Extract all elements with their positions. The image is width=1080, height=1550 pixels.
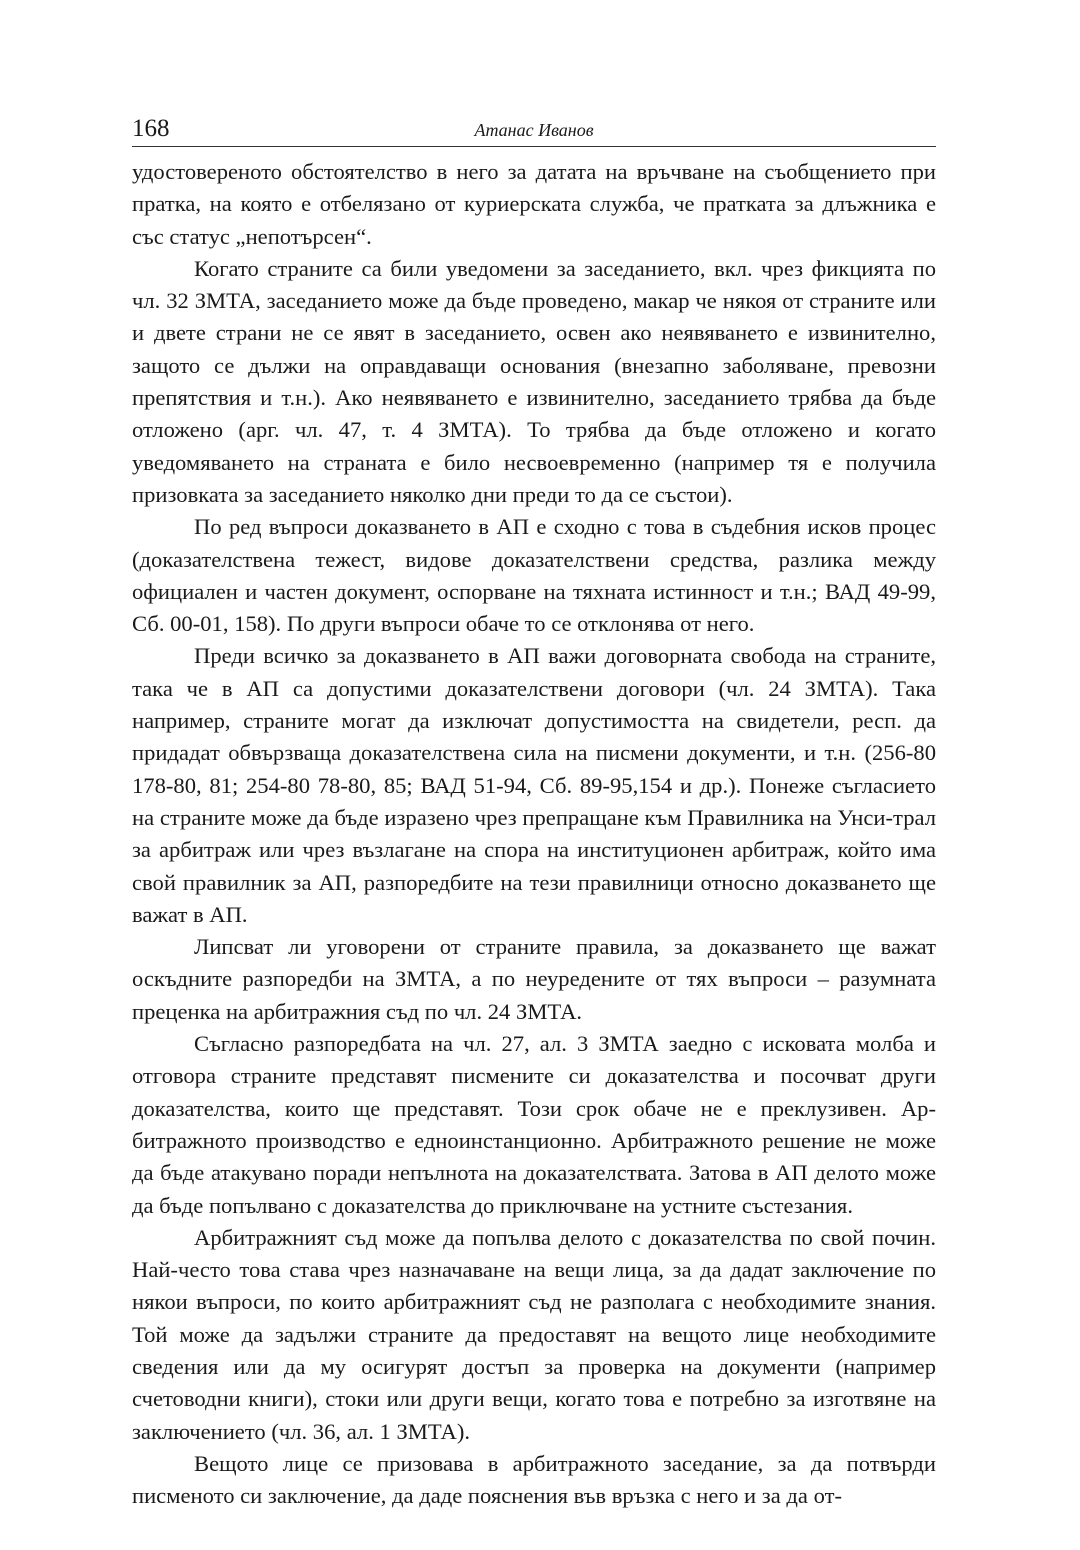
paragraph-continued: удостовереното обстоятелство в него за датата на връчване на съобщението при пратка, на която е отбелязано от куриерската служба, че пратката за длъжника е със статус „непотърсен“. [132,159,936,249]
paragraph: По ред въпроси доказването в АП е сходно с това в съдебния исков процес (доказателствена тежест, видове доказателствени средства, разлика между официален и частен документ, оспорване на тяхната истинност и т.н.; ВАД 49-99, Сб. 00-01, 158). По други въпроси обаче то се отклонява от него. [132,514,936,637]
page-number: 168 [132,115,170,142]
paragraph: Арбитражният съд може да попълва делото с доказателства по свой почин. Най-често това става чрез назначаване на вещи лица, за да дадат заключение по някои въпроси, по които арбитражният съд не разполага с необходимите знания. Той може да задължи страните да предоставят на вещото лице необходимите сведения или да му осигурят достъп за проверка на документи (например счетоводни книги), стоки или други вещи, когато това е потребно за изготвяне на заключението (чл. 36, ал. 1 ЗМТА). [132,1224,936,1444]
running-head-author: Атанас Иванов [474,120,594,140]
body-text [132,156,936,1512]
paragraph: Преди всичко за доказването в АП важи договорната свобода на страните, така че в АП са допустими доказателствени договори (чл. 24 ЗМТА). Така например, страните могат да изключат допустимостта на свидетели, респ. да придадат обвързваща доказателствена сила на писмени документи, и т.н. (256-80 178-80, 81; 254-80 78-80, 85; ВАД 51-94, Сб. 89-95,154 и др.). Понеже съгласието на страните може да бъде изразено чрез препращане към Правилника на Унси-трал за арбитраж или чрез възлагане на спора на институционен арбитраж, който има свой правилник за АП, разпоредбите на тези правилници относно доказването ще важат в АП. [132,643,936,927]
paragraph: Когато страните са били уведомени за заседанието, вкл. чрез фикцията по чл. 32 ЗМТА, заседанието може да бъде проведено, макар че някоя от страните или и двете страни не се явят в заседанието, освен ако неявяването е извинително, защото се дължи на оправдаващи основания (внезапно заболяване, превозни препятствия и т.н.). Ако неявяването е извинително, заседанието трябва да бъде отложено (арг. чл. 47, т. 4 ЗМТА). То трябва да бъде отложено и когато уведомяването на страната е било несвоевременно (например тя е получила призовката за заседанието няколко дни преди то да се състои). [132,255,936,507]
paragraph: Съгласно разпоредбата на чл. 27, ал. 3 ЗМТА заедно с исковата молба и отговора страните представят писмените си доказателства и посочват други доказателства, които ще представят. Този срок обаче не е преклузивен. Арбитражното производство е едноинстанционно. Арбитражното решение не може да бъде атакувано поради непълнота на доказателствата. Затова в АП делото може да бъде попълвано с доказателства до приключване на устните състезания. [132,1031,936,1218]
paragraph: Вещото лице се призовава в арбитражното заседание, за да потвърди писменото си заключение, да даде пояснения във връзка с него и за да от- [132,1450,936,1509]
paragraph: Липсват ли уговорени от страните правила, за доказването ще важат оскъдните разпоредби на ЗМТА, а по неуредените от тях въпроси – разумната преценка на арбитражния съд по чл. 24 ЗМТА. [132,934,936,1024]
page-header [132,112,936,147]
